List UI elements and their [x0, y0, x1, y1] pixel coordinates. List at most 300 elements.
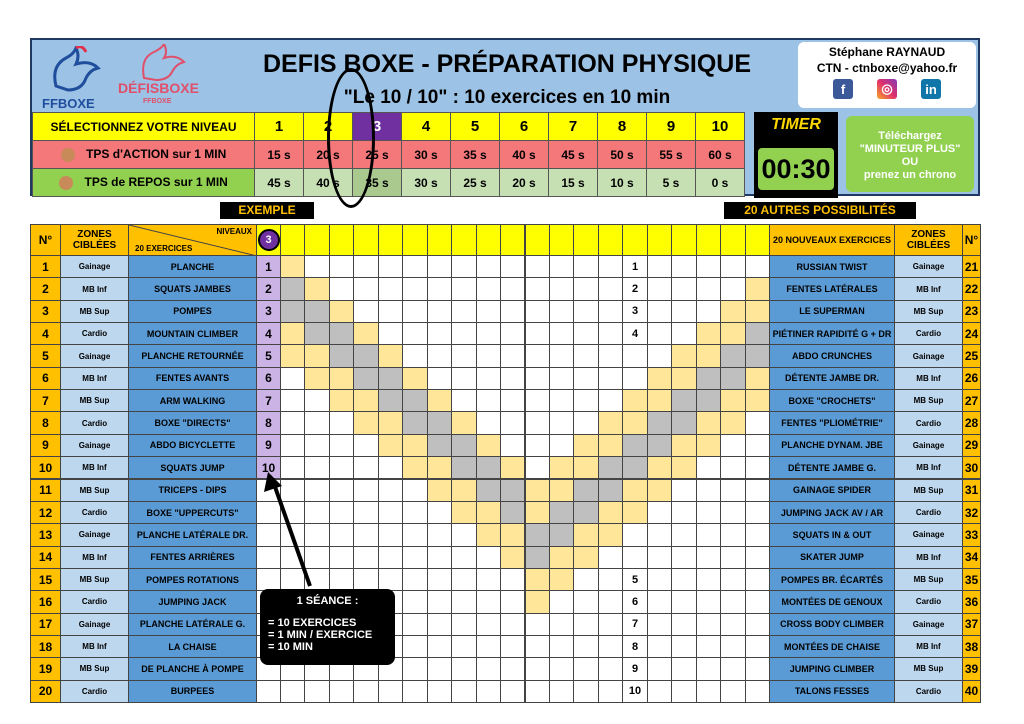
right-row-exercise: LE SUPERMAN [769, 300, 895, 323]
download-line-1: Téléchargez [878, 130, 942, 142]
level-mini-cell [745, 657, 770, 680]
level-option-2[interactable]: 2 [304, 113, 353, 141]
right-row-exercise: DÉTENTE JAMBE G. [769, 456, 895, 479]
download-line-3: OU [901, 156, 919, 168]
row-number: 9 [30, 434, 61, 457]
level-mini-cell [671, 613, 696, 636]
row-example-number: 1 [256, 255, 281, 278]
other-possibilities-banner: 20 AUTRES POSSIBILITÉS [724, 202, 916, 219]
linkedin-icon[interactable]: in [921, 79, 941, 99]
level-mini-cell [451, 613, 476, 636]
level-mini-cell [525, 456, 550, 479]
level-mini-cell [525, 657, 550, 680]
level-option-8[interactable]: 8 [598, 113, 647, 141]
level-mini-cell [353, 344, 378, 367]
level-mini-cell [451, 344, 476, 367]
row-exercise: LA CHAISE [128, 635, 257, 658]
level-mini-cell [696, 680, 721, 703]
level-mini-cell [304, 389, 329, 412]
level-mini-cell [525, 590, 550, 613]
level-mini-cell [573, 590, 598, 613]
level-column-header [378, 224, 403, 256]
row-example-number: 4 [256, 322, 281, 345]
right-row-number: 25 [962, 344, 981, 367]
zones-header: ZONES CIBLÉES [60, 224, 129, 256]
level-option-7[interactable]: 7 [549, 113, 598, 141]
level-mini-cell [476, 456, 501, 479]
right-row-zone: MB Inf [894, 635, 963, 658]
row-exercise: FENTES AVANTS [128, 367, 257, 390]
level-mini-cell [451, 322, 476, 345]
level-mini-cell [745, 456, 770, 479]
level-option-9[interactable]: 9 [647, 113, 696, 141]
right-row-exercise: MONTÉES DE GENOUX [769, 590, 895, 613]
row-number: 6 [30, 367, 61, 390]
right-row-exercise: POMPES BR. ÉCARTÉS [769, 568, 895, 591]
level-mini-cell [671, 300, 696, 323]
row-example-number: 5 [256, 344, 281, 367]
level-mini-cell: 1 [622, 255, 647, 278]
level-option-1[interactable]: 1 [255, 113, 304, 141]
level-mini-cell [476, 367, 501, 390]
level-mini-cell [427, 389, 452, 412]
level-mini-cell [500, 434, 525, 457]
seance-line-3: = 10 MIN [268, 641, 313, 653]
level-mini-cell [427, 590, 452, 613]
exercises-label: 20 EXERCICES [135, 244, 193, 253]
level-mini-cell [353, 367, 378, 390]
level-table [32, 112, 745, 197]
row-zone: MB Sup [60, 568, 129, 591]
level-mini-cell [573, 456, 598, 479]
level-mini-cell [476, 411, 501, 434]
level-mini-cell [329, 568, 354, 591]
level-mini-cell [378, 367, 403, 390]
rest-time-value-1: 45 s [255, 169, 304, 197]
level-mini-cell [329, 277, 354, 300]
level-mini-cell [647, 546, 672, 569]
level-mini-cell [647, 456, 672, 479]
zones-right-header: ZONES CIBLÉES [894, 224, 963, 256]
level-mini-cell [353, 479, 378, 502]
row-number: 3 [30, 300, 61, 323]
row-exercise: PLANCHE LATÉRALE DR. [128, 523, 257, 546]
level-mini-cell [378, 255, 403, 278]
level-mini-cell [745, 344, 770, 367]
level-mini-cell [500, 635, 525, 658]
level-mini-cell [353, 680, 378, 703]
right-row-exercise: BOXE "CROCHETS" [769, 389, 895, 412]
level-mini-cell [720, 657, 745, 680]
row-zone: Cardio [60, 411, 129, 434]
level-mini-cell [427, 344, 452, 367]
right-row-zone: Cardio [894, 501, 963, 524]
action-time-value-6: 40 s [500, 141, 549, 169]
action-time-value-1: 15 s [255, 141, 304, 169]
level-mini-cell [500, 590, 525, 613]
level-mini-cell [671, 546, 696, 569]
level-mini-cell [549, 568, 574, 591]
level-mini-cell [696, 389, 721, 412]
level-mini-cell [500, 657, 525, 680]
level-mini-cell [696, 568, 721, 591]
level-mini-cell [745, 411, 770, 434]
level-mini-cell [304, 255, 329, 278]
row-zone: MB Sup [60, 657, 129, 680]
seance-title: 1 SÉANCE : [296, 595, 359, 607]
boxing-glove-icon [61, 148, 75, 162]
level-mini-cell [720, 389, 745, 412]
right-row-number: 38 [962, 635, 981, 658]
level-mini-cell [402, 411, 427, 434]
level-mini-cell [476, 613, 501, 636]
level-mini-cell [745, 277, 770, 300]
level-mini-cell [549, 635, 574, 658]
level-mini-cell [573, 389, 598, 412]
level-mini-cell [500, 277, 525, 300]
level-mini-cell [329, 411, 354, 434]
right-row-exercise: FENTES "PLIOMÉTRIE" [769, 411, 895, 434]
right-row-number: 21 [962, 255, 981, 278]
level-mini-cell [549, 479, 574, 502]
level-mini-cell [427, 434, 452, 457]
level-mini-cell [720, 501, 745, 524]
right-row-exercise: SKATER JUMP [769, 546, 895, 569]
number-header: N° [30, 224, 61, 256]
row-example-number [256, 680, 281, 703]
level-mini-cell [745, 389, 770, 412]
level-mini-cell [402, 434, 427, 457]
level-mini-cell [402, 322, 427, 345]
right-row-zone: MB Inf [894, 277, 963, 300]
level-mini-cell [525, 411, 550, 434]
timer-box [754, 112, 838, 198]
row-number: 16 [30, 590, 61, 613]
level-mini-cell [525, 255, 550, 278]
level-column-header [353, 224, 378, 256]
level-mini-cell [476, 501, 501, 524]
level-mini-cell [427, 546, 452, 569]
rest-time-text: TPS de REPOS sur 1 MIN [84, 175, 228, 190]
level-mini-cell [402, 680, 427, 703]
level-mini-cell [598, 456, 623, 479]
level-mini-cell [671, 501, 696, 524]
level-column-header [573, 224, 598, 256]
level-mini-cell [329, 523, 354, 546]
row-zone: Gainage [60, 613, 129, 636]
level-mini-cell [353, 434, 378, 457]
right-row-number: 34 [962, 546, 981, 569]
level-mini-cell: 8 [622, 635, 647, 658]
level-mini-cell [451, 635, 476, 658]
level-mini-cell [696, 613, 721, 636]
download-box [846, 116, 974, 192]
row-zone: MB Inf [60, 367, 129, 390]
right-row-number: 37 [962, 613, 981, 636]
level-mini-cell [598, 568, 623, 591]
level-mini-cell [745, 613, 770, 636]
level-mini-cell [720, 479, 745, 502]
level-mini-cell [573, 255, 598, 278]
level-mini-cell [696, 501, 721, 524]
right-row-zone: MB Sup [894, 568, 963, 591]
level-mini-cell [671, 411, 696, 434]
row-number: 4 [30, 322, 61, 345]
level-option-6[interactable]: 6 [500, 113, 549, 141]
rest-time-value-4: 30 s [402, 169, 451, 197]
level-mini-cell [573, 635, 598, 658]
level-option-5[interactable]: 5 [451, 113, 500, 141]
level-mini-cell [549, 523, 574, 546]
contact-card [798, 42, 976, 108]
row-number: 5 [30, 344, 61, 367]
level-mini-cell [353, 300, 378, 323]
level-mini-cell [500, 568, 525, 591]
level-mini-cell [525, 389, 550, 412]
level-mini-cell [696, 434, 721, 457]
ffboxe-rooster-logo [46, 46, 106, 96]
level-mini-cell [720, 613, 745, 636]
level-mini-cell [622, 389, 647, 412]
row-exercise: PLANCHE RETOURNÉE [128, 344, 257, 367]
level-mini-cell [402, 501, 427, 524]
level-mini-cell [573, 411, 598, 434]
row-zone: MB Inf [60, 456, 129, 479]
level-mini-cell [647, 389, 672, 412]
row-number: 20 [30, 680, 61, 703]
row-number: 19 [30, 657, 61, 680]
row-zone: Cardio [60, 501, 129, 524]
level-column-header [329, 224, 354, 256]
right-row-number: 28 [962, 411, 981, 434]
level-mini-cell [280, 277, 305, 300]
level-mini-cell [647, 523, 672, 546]
rest-time-value-3: 35 s [353, 169, 402, 197]
level-mini-cell [476, 434, 501, 457]
level-mini-cell [573, 277, 598, 300]
right-row-number: 29 [962, 434, 981, 457]
level-mini-cell [402, 657, 427, 680]
row-exercise: FENTES ARRIÈRES [128, 546, 257, 569]
level-mini-cell [549, 389, 574, 412]
level-mini-cell [427, 613, 452, 636]
level-mini-cell [573, 657, 598, 680]
level-mini-cell [427, 680, 452, 703]
level-mini-cell [427, 322, 452, 345]
level-mini-cell [329, 389, 354, 412]
right-row-zone: Gainage [894, 344, 963, 367]
level-mini-cell [647, 657, 672, 680]
level-mini-cell [598, 277, 623, 300]
level-mini-cell [402, 479, 427, 502]
level-mini-cell [671, 456, 696, 479]
level-mini-cell [378, 344, 403, 367]
level-mini-cell [525, 523, 550, 546]
level-mini-cell [500, 255, 525, 278]
row-zone: MB Inf [60, 277, 129, 300]
level-mini-cell [427, 501, 452, 524]
level-mini-cell [720, 411, 745, 434]
level-mini-cell [500, 456, 525, 479]
rest-time-value-6: 20 s [500, 169, 549, 197]
row-zone: Cardio [60, 680, 129, 703]
level-mini-cell [402, 456, 427, 479]
level-mini-cell [280, 411, 305, 434]
logo-area [38, 44, 238, 110]
level-mini-cell [500, 300, 525, 323]
level-mini-cell [671, 479, 696, 502]
timer-label: TIMER [771, 116, 821, 133]
level-mini-cell [720, 367, 745, 390]
level-mini-cell [451, 501, 476, 524]
levels-exercises-header [128, 224, 257, 256]
right-row-number: 35 [962, 568, 981, 591]
level-option-4[interactable]: 4 [402, 113, 451, 141]
row-exercise: ABDO BICYCLETTE [128, 434, 257, 457]
level-mini-cell [500, 680, 525, 703]
level-mini-cell [647, 680, 672, 703]
example-banner: EXEMPLE [220, 202, 314, 219]
level-mini-cell [549, 344, 574, 367]
right-row-number: 36 [962, 590, 981, 613]
level-column-header [525, 224, 550, 256]
level-column-header [647, 224, 672, 256]
level-mini-cell [353, 322, 378, 345]
rest-time-value-5: 25 s [451, 169, 500, 197]
level-column-header [402, 224, 427, 256]
level-mini-cell [573, 523, 598, 546]
download-line-4: prenez un chrono [863, 169, 957, 181]
level-mini-cell [525, 322, 550, 345]
level-mini-cell [329, 255, 354, 278]
level-mini-cell [280, 344, 305, 367]
level-mini-cell [451, 568, 476, 591]
row-number: 18 [30, 635, 61, 658]
right-row-number: 24 [962, 322, 981, 345]
level-mini-cell [427, 300, 452, 323]
level-mini-cell [378, 568, 403, 591]
right-row-number: 40 [962, 680, 981, 703]
level-mini-cell [647, 479, 672, 502]
row-number: 2 [30, 277, 61, 300]
level-mini-cell [671, 568, 696, 591]
level-mini-cell [451, 277, 476, 300]
level-mini-cell [696, 300, 721, 323]
level-mini-cell [500, 322, 525, 345]
level-mini-cell [598, 523, 623, 546]
level-mini-cell [451, 479, 476, 502]
level-column-header [304, 224, 329, 256]
right-row-number: 39 [962, 657, 981, 680]
level-mini-cell [549, 434, 574, 457]
right-row-exercise: JUMPING JACK AV / AR [769, 501, 895, 524]
row-zone: Gainage [60, 434, 129, 457]
level-mini-cell [525, 680, 550, 703]
level-mini-cell [549, 255, 574, 278]
example-level-header [256, 224, 281, 256]
level-mini-cell [696, 277, 721, 300]
right-row-zone: Gainage [894, 434, 963, 457]
contact-email[interactable]: CTN - ctnboxe@yahoo.fr [816, 61, 958, 75]
level-mini-cell [720, 546, 745, 569]
instagram-icon[interactable]: ◎ [877, 79, 897, 99]
level-mini-cell [549, 501, 574, 524]
row-example-number: 6 [256, 367, 281, 390]
level-mini-cell [745, 322, 770, 345]
right-row-exercise: ABDO CRUNCHES [769, 344, 895, 367]
level-mini-cell [525, 434, 550, 457]
right-row-number: 27 [962, 389, 981, 412]
right-row-zone: MB Sup [894, 479, 963, 502]
level-mini-cell [696, 344, 721, 367]
level-mini-cell [304, 411, 329, 434]
level-option-10[interactable]: 10 [696, 113, 745, 141]
right-row-exercise: DÉTENTE JAMBE DR. [769, 367, 895, 390]
level-mini-cell [329, 434, 354, 457]
row-exercise: JUMPING JACK [128, 590, 257, 613]
row-exercise: SQUATS JUMP [128, 456, 257, 479]
level-mini-cell [353, 277, 378, 300]
level-mini-cell [573, 434, 598, 457]
seance-line-1: = 10 EXERCICES [268, 617, 357, 629]
level-mini-cell [304, 434, 329, 457]
level-mini-cell [549, 322, 574, 345]
row-exercise: POMPES ROTATIONS [128, 568, 257, 591]
row-zone: Gainage [60, 255, 129, 278]
rest-time-label [33, 169, 255, 197]
level-mini-cell [549, 411, 574, 434]
level-mini-cell [598, 411, 623, 434]
level-mini-cell [622, 479, 647, 502]
level-mini-cell [329, 456, 354, 479]
level-column-header [549, 224, 574, 256]
level-mini-cell [696, 635, 721, 658]
right-row-zone: Cardio [894, 411, 963, 434]
right-row-exercise: CROSS BODY CLIMBER [769, 613, 895, 636]
row-number: 14 [30, 546, 61, 569]
level-mini-cell [598, 389, 623, 412]
level-mini-cell [622, 411, 647, 434]
level-mini-cell [696, 546, 721, 569]
level-mini-cell: 7 [622, 613, 647, 636]
level-option-3[interactable]: 3 [353, 113, 402, 141]
level-mini-cell [720, 277, 745, 300]
level-mini-cell [525, 568, 550, 591]
level-mini-cell [622, 344, 647, 367]
level-mini-cell [329, 680, 354, 703]
level-mini-cell [573, 680, 598, 703]
arrow-icon [260, 470, 330, 590]
right-row-zone: Gainage [894, 613, 963, 636]
rest-time-value-7: 15 s [549, 169, 598, 197]
level-mini-cell [451, 389, 476, 412]
level-mini-cell [476, 479, 501, 502]
level-mini-cell [500, 501, 525, 524]
level-mini-cell [720, 456, 745, 479]
level-mini-cell [378, 389, 403, 412]
level-mini-cell [402, 389, 427, 412]
row-number: 13 [30, 523, 61, 546]
row-exercise: SQUATS JAMBES [128, 277, 257, 300]
level-mini-cell [476, 680, 501, 703]
level-mini-cell [745, 501, 770, 524]
facebook-icon[interactable]: f [833, 79, 853, 99]
level-mini-cell [696, 590, 721, 613]
social-links [798, 79, 976, 99]
level-mini-cell: 5 [622, 568, 647, 591]
level-mini-cell [549, 680, 574, 703]
level-column-header [427, 224, 452, 256]
